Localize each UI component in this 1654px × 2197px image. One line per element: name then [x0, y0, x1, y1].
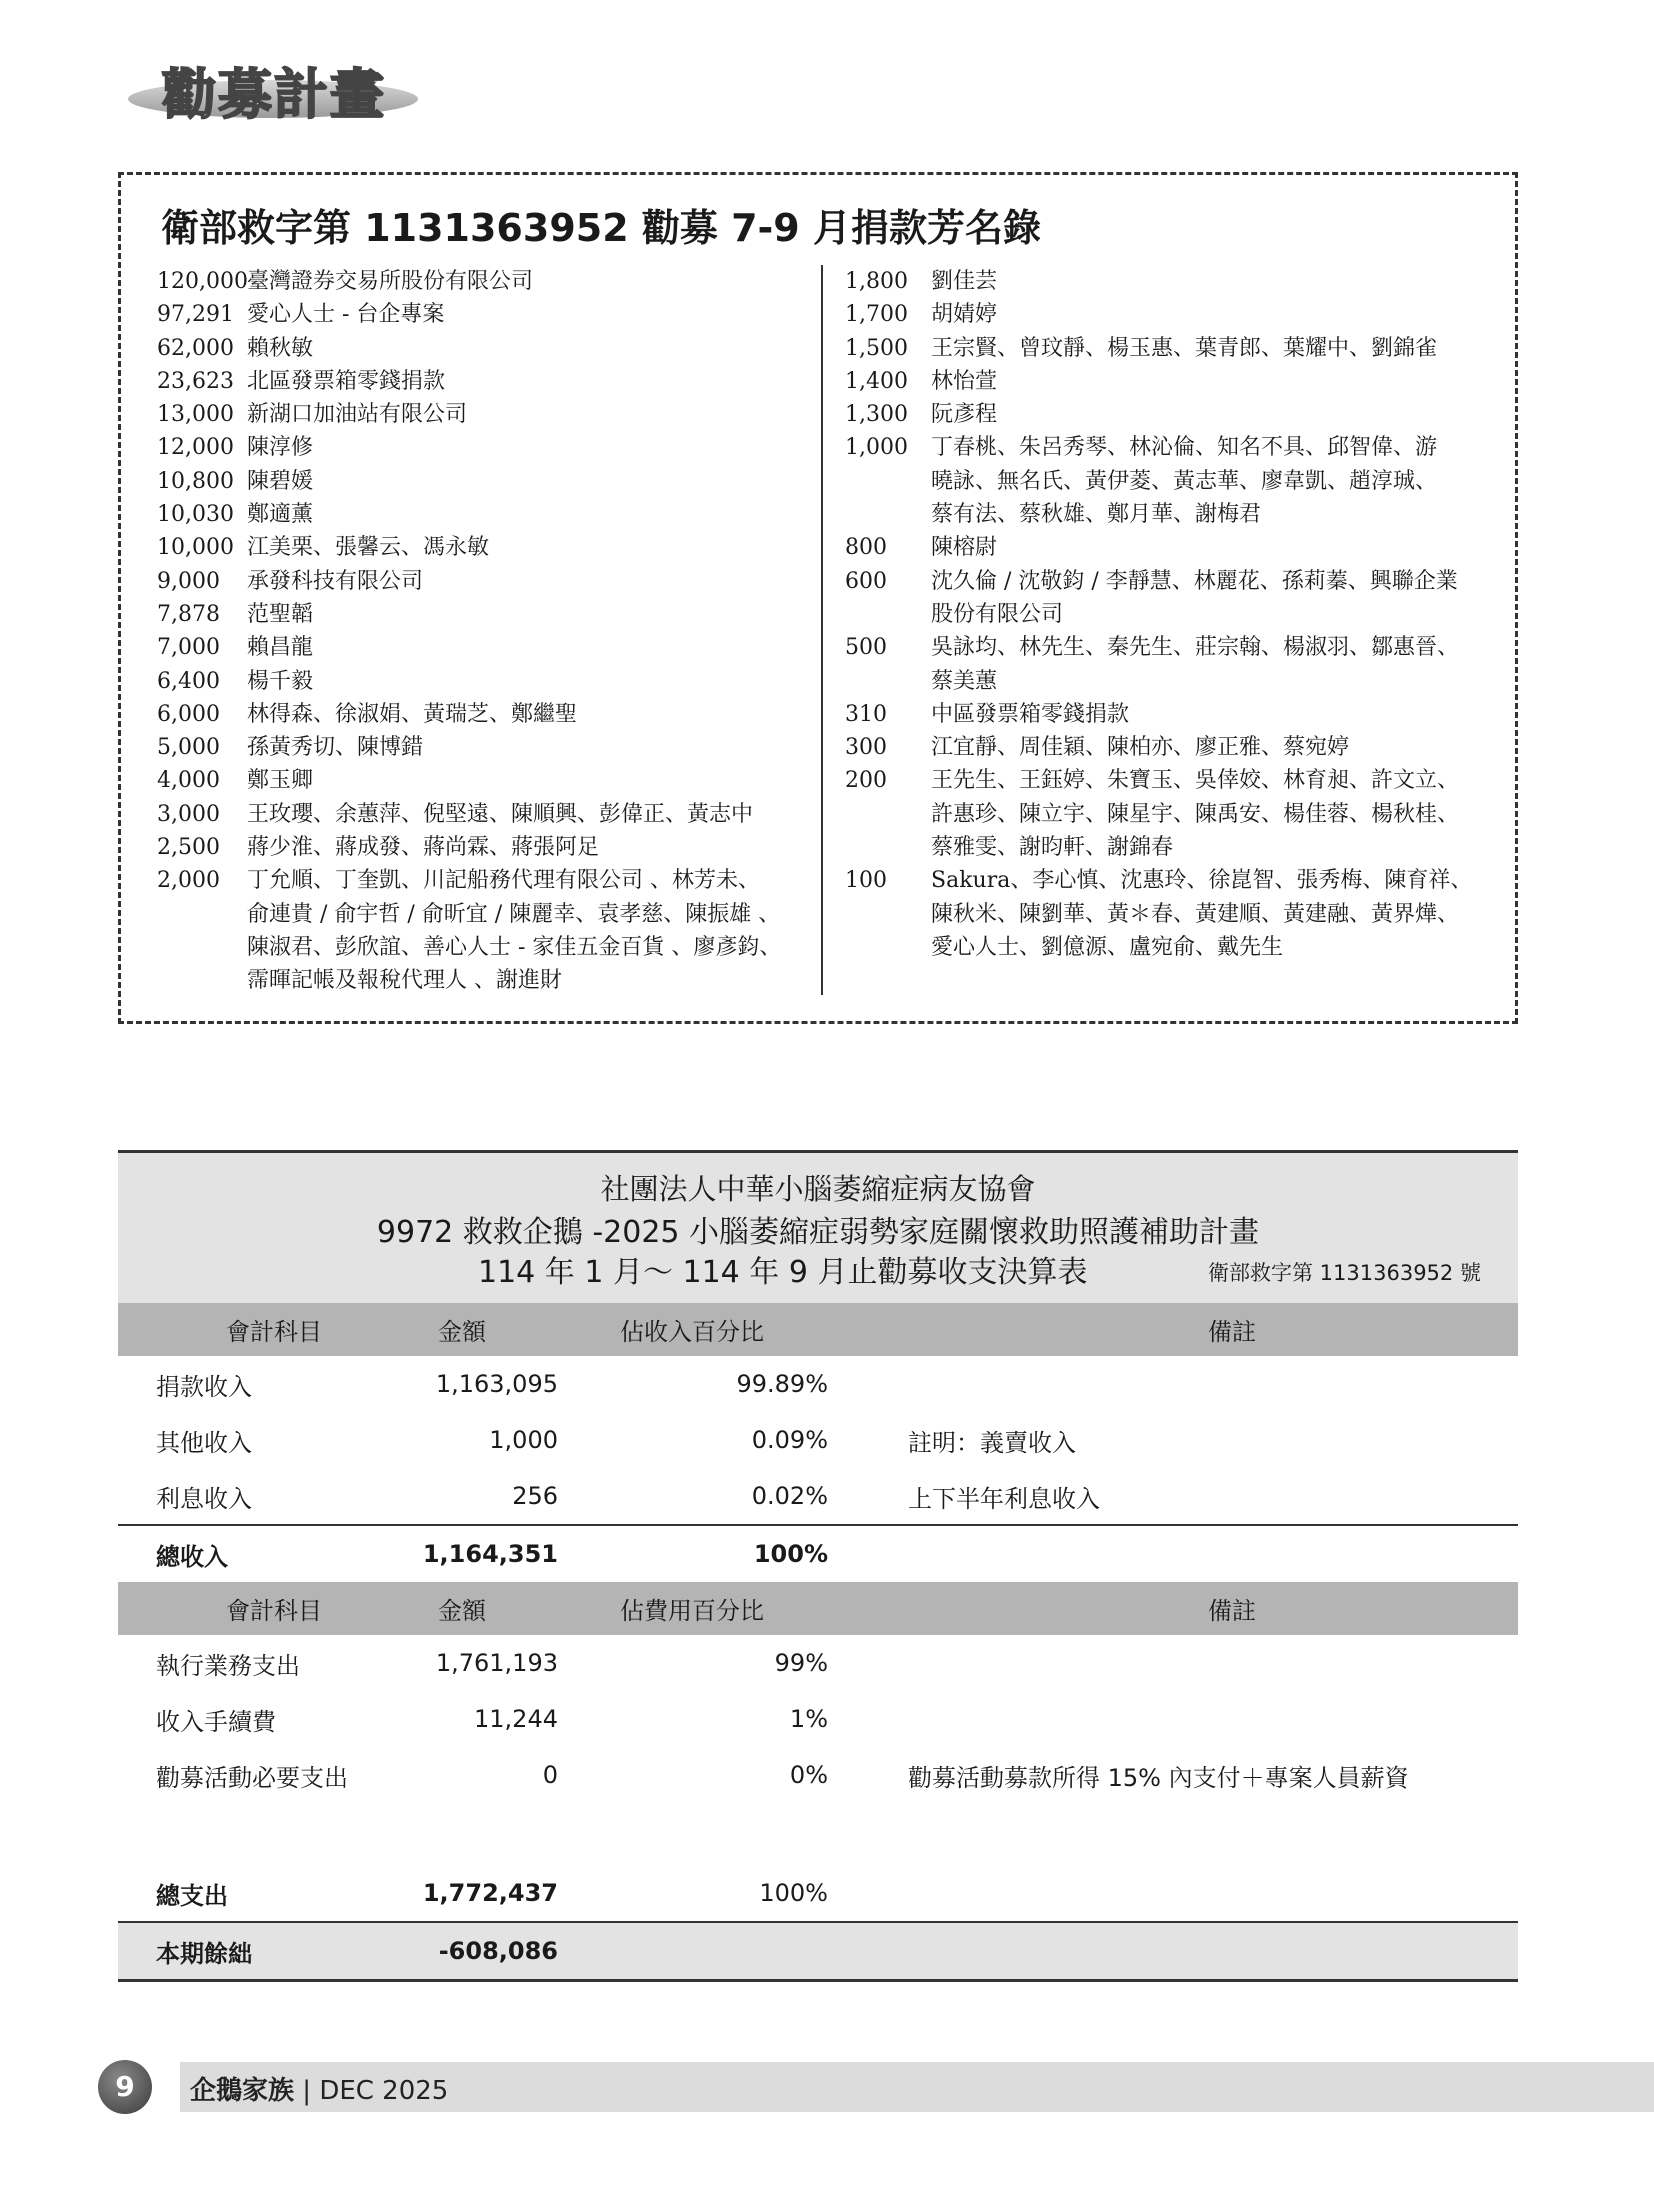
- donor-row: [157, 731, 797, 764]
- donor-names: 王先生、王鈺婷、朱寶玉、吳倖姣、林育昶、許文立、: [931, 768, 1460, 794]
- donor-row: [845, 431, 1505, 464]
- donor-names: 蔣少淮、蔣成發、蔣尚霖、蔣張阿足: [247, 835, 600, 861]
- donor-names: 蔡美蕙: [931, 668, 998, 694]
- donor-list-title: 衛部救字第 1131363952 勸募 7-9 月捐款芳名錄: [161, 206, 1041, 250]
- donor-names: 北區發票箱零錢捐款: [247, 368, 446, 394]
- donation-amount: 1,800: [845, 269, 908, 294]
- donor-row: [157, 398, 797, 431]
- donation-amount: 7,878: [157, 601, 220, 627]
- donation-amount: 100: [845, 868, 887, 894]
- row-amount: 1,761,193: [435, 1649, 558, 1677]
- donation-amount: 6,400: [157, 668, 220, 694]
- row-percent: 0%: [789, 1761, 828, 1789]
- donor-row: [845, 565, 1505, 598]
- donation-amount: [845, 798, 931, 831]
- donor-row: [845, 332, 1505, 365]
- donation-amount: 300: [845, 735, 887, 761]
- donation-amount: 23,623: [157, 368, 234, 394]
- statement-period: 114 年 1 月～ 114 年 9 月止勸募收支決算表: [478, 1255, 1088, 1290]
- donation-amount: 1,000: [845, 435, 908, 461]
- donor-row: [845, 931, 1505, 964]
- donation-amount: 1,300: [845, 402, 908, 428]
- row-amount: 11,244: [474, 1705, 558, 1733]
- donation-amount: [157, 898, 247, 931]
- finance-statement: [118, 1150, 1518, 1982]
- donor-names: 范聖韜: [247, 601, 314, 627]
- blank-row: [118, 1803, 1518, 1865]
- donor-names: 林怡萱: [931, 368, 998, 394]
- donor-names: 阮彥程: [931, 402, 998, 428]
- donation-amount: 62,000: [157, 335, 234, 361]
- donation-amount: 1,400: [845, 368, 908, 394]
- donation-amount: 1,500: [845, 335, 908, 361]
- finance-row: [118, 1412, 1518, 1468]
- donor-row: [845, 898, 1505, 931]
- donation-amount: 13,000: [157, 402, 234, 428]
- donor-names: 陳秋米、陳劉華、黃＊春、黃建順、黃建融、黃界燁、: [931, 901, 1460, 927]
- donation-amount: [157, 964, 247, 997]
- page-number: 9: [98, 2060, 152, 2114]
- finance-row: [118, 1468, 1518, 1524]
- organization-name: 社團法人中華小腦萎縮症病友協會: [600, 1172, 1036, 1206]
- header-amount: 金額: [438, 1318, 486, 1346]
- donor-names: 王宗賢、曾玟靜、楊玉惠、葉青郎、葉耀中、劉錦雀: [931, 335, 1438, 361]
- donation-amount: 10,800: [157, 468, 234, 494]
- donor-names: 劉佳芸: [931, 269, 998, 294]
- donor-column-left: [157, 265, 797, 998]
- donor-row: [157, 265, 797, 298]
- donor-names: 胡婧婷: [931, 302, 998, 328]
- row-item: 其他收入: [156, 1428, 252, 1457]
- column-divider: [821, 265, 823, 995]
- donor-row: [157, 964, 797, 997]
- donor-names: 陳淳修: [247, 435, 314, 461]
- permit-reference: 衛部救字第 1131363952 號: [1208, 1261, 1481, 1285]
- donor-row: [845, 531, 1505, 564]
- header-percent: 佔費用百分比: [620, 1597, 764, 1625]
- donor-names: 王玫瓔、余蕙萍、倪堅遠、陳順興、彭偉正、黃志中: [247, 801, 754, 827]
- donor-names: Sakura、李心慎、沈惠玲、徐崑智、張秀梅、陳育祥、: [931, 868, 1473, 894]
- header-amount: 金額: [438, 1597, 486, 1625]
- header-item: 會計科目: [226, 1597, 322, 1625]
- donation-amount: 500: [845, 635, 887, 661]
- donor-names: 江宜靜、周佳穎、陳柏亦、廖正雅、蔡宛婷: [931, 735, 1350, 761]
- donor-names: 吳詠均、林先生、秦先生、莊宗翰、楊淑羽、鄒惠晉、: [931, 635, 1460, 661]
- row-percent: 0.02%: [751, 1482, 828, 1510]
- donation-amount: 9,000: [157, 568, 220, 594]
- donor-names: 臺灣證券交易所股份有限公司: [247, 269, 534, 294]
- donor-names: 愛心人士 - 台企專案: [247, 302, 445, 328]
- donation-amount: 7,000: [157, 635, 220, 661]
- row-note: 勸募活動募款所得 15% 內支付＋專案人員薪資: [908, 1763, 1409, 1792]
- finance-row: [118, 1635, 1518, 1691]
- donor-column-right: [845, 265, 1505, 964]
- expense-header-row: [118, 1582, 1518, 1635]
- donor-row: [845, 365, 1505, 398]
- row-item: 勸募活動必要支出: [156, 1763, 348, 1792]
- donor-row: [157, 764, 797, 797]
- donation-amount: [845, 598, 931, 631]
- donor-names: 孫黃秀切、陳博錯: [247, 735, 424, 761]
- donor-row: [157, 598, 797, 631]
- header-note: 備註: [1208, 1597, 1256, 1625]
- row-percent: 0.09%: [751, 1426, 828, 1454]
- donation-amount: 800: [845, 535, 887, 561]
- donation-amount: 10,030: [157, 502, 234, 528]
- donation-amount: 5,000: [157, 735, 220, 761]
- donor-row: [157, 864, 797, 897]
- income-header-row: [118, 1303, 1518, 1356]
- donor-names: 賴秋敏: [247, 335, 314, 361]
- donor-row: [157, 298, 797, 331]
- donor-names: 承發科技有限公司: [247, 568, 424, 594]
- donation-amount: [157, 931, 247, 964]
- total-percent: 100%: [753, 1540, 828, 1568]
- expense-total-row: [118, 1865, 1518, 1921]
- donation-amount: [845, 831, 931, 864]
- total-label: 總收入: [156, 1542, 228, 1571]
- row-percent: 1%: [789, 1705, 828, 1733]
- header-item: 會計科目: [226, 1318, 322, 1346]
- net-amount: -608,086: [438, 1937, 558, 1965]
- footer-separator: |: [302, 2076, 320, 2106]
- donor-row: [845, 498, 1505, 531]
- donor-row: [845, 731, 1505, 764]
- row-note: 註明：義賣收入: [908, 1428, 1076, 1457]
- donor-row: [157, 698, 797, 731]
- donor-names: 股份有限公司: [931, 601, 1064, 627]
- donor-row: [157, 465, 797, 498]
- donor-names: 霈暉記帳及報稅代理人 、謝進財: [247, 968, 562, 994]
- donor-row: [157, 798, 797, 831]
- row-item: 收入手續費: [156, 1707, 276, 1736]
- donor-names: 鄭玉卿: [247, 768, 314, 794]
- donor-row: [845, 665, 1505, 698]
- plan-title: 9972 救救企鵝 -2025 小腦萎縮症弱勢家庭關懷救助照護補助計畫: [376, 1215, 1260, 1250]
- donor-row: [845, 465, 1505, 498]
- donor-row: [845, 798, 1505, 831]
- donor-list-box: [118, 172, 1518, 1024]
- donation-amount: 6,000: [157, 701, 220, 727]
- net-label: 本期餘絀: [156, 1939, 252, 1968]
- donation-amount: 310: [845, 701, 887, 727]
- donation-amount: [845, 665, 931, 698]
- donation-amount: 600: [845, 568, 887, 594]
- donor-row: [157, 898, 797, 931]
- donor-names: 陳淑君、彭欣誼、善心人士 - 家佳五金百貨 、廖彥鈞、: [247, 934, 782, 960]
- total-amount: 1,164,351: [422, 1540, 558, 1568]
- donation-amount: [845, 498, 931, 531]
- header-percent: 佔收入百分比: [620, 1318, 764, 1346]
- donor-row: [157, 565, 797, 598]
- row-amount: 1,163,095: [435, 1370, 558, 1398]
- donor-names: 楊千毅: [247, 668, 314, 694]
- donor-row: [157, 931, 797, 964]
- donor-row: [157, 498, 797, 531]
- donor-row: [157, 531, 797, 564]
- donor-names: 許惠珍、陳立宇、陳星宇、陳禹安、楊佳蓉、楊秋桂、: [931, 801, 1460, 827]
- donation-amount: 3,000: [157, 801, 220, 827]
- net-balance-row: [118, 1921, 1518, 1982]
- donor-names: 俞連貴 / 俞宇哲 / 俞昕宜 / 陳麗幸、袁孝慈、陳振雄 、: [247, 901, 781, 927]
- income-total-row: [118, 1524, 1518, 1582]
- donor-names: 賴昌龍: [247, 635, 314, 661]
- donation-amount: 10,000: [157, 535, 234, 561]
- donation-amount: 120,000: [157, 269, 248, 294]
- donation-amount: 2,500: [157, 835, 220, 861]
- income-rows: [118, 1356, 1518, 1524]
- row-amount: 1,000: [489, 1426, 558, 1454]
- donation-amount: 200: [845, 768, 887, 794]
- row-percent: 99.89%: [736, 1370, 828, 1398]
- section-header-tag: [128, 50, 418, 126]
- donor-row: [157, 332, 797, 365]
- row-amount: 256: [512, 1482, 558, 1510]
- expense-rows: [118, 1635, 1518, 1803]
- finance-header: [118, 1150, 1518, 1303]
- donor-names: 丁春桃、朱呂秀琴、林沁倫、知名不具、邱智偉、游: [931, 435, 1438, 461]
- donation-amount: 2,000: [157, 868, 220, 894]
- section-title: 勸募計畫: [162, 63, 386, 126]
- donation-amount: [845, 931, 931, 964]
- donor-names: 林得森、徐淑娟、黃瑞芝、鄭繼聖: [247, 701, 578, 727]
- donor-row: [845, 265, 1505, 298]
- donor-row: [845, 631, 1505, 664]
- donor-names: 沈久倫 / 沈敬鈞 / 李靜慧、林麗花、孫莉蓁、興聯企業: [931, 568, 1458, 594]
- donor-row: [845, 864, 1505, 897]
- donation-amount: 12,000: [157, 435, 234, 461]
- donor-names: 新湖口加油站有限公司: [247, 402, 468, 428]
- row-note: 上下半年利息收入: [908, 1484, 1100, 1513]
- donation-amount: [845, 898, 931, 931]
- header-note: 備註: [1208, 1318, 1256, 1346]
- donor-names: 曉詠、無名氏、黃伊菱、黃志華、廖韋凱、趙淳珹、: [931, 468, 1438, 494]
- row-amount: 0: [542, 1761, 558, 1789]
- donor-names: 中區發票箱零錢捐款: [931, 701, 1130, 727]
- total-label: 總支出: [156, 1881, 228, 1910]
- total-percent: 100%: [759, 1879, 828, 1907]
- finance-row: [118, 1747, 1518, 1803]
- row-item: 執行業務支出: [156, 1651, 300, 1680]
- donor-names: 愛心人士、劉億源、盧宛俞、戴先生: [931, 934, 1284, 960]
- donation-amount: 4,000: [157, 768, 220, 794]
- row-percent: 99%: [774, 1649, 828, 1677]
- donor-row: [157, 631, 797, 664]
- donor-names: 陳榕尉: [931, 535, 998, 561]
- footer-text: [190, 2070, 448, 2107]
- donor-row: [845, 298, 1505, 331]
- issue-date: DEC 2025: [319, 2076, 449, 2106]
- row-item: 捐款收入: [156, 1372, 252, 1401]
- finance-row: [118, 1356, 1518, 1412]
- donor-row: [845, 598, 1505, 631]
- donor-names: 蔡有法、蔡秋雄、鄭月華、謝梅君: [931, 502, 1262, 528]
- donor-row: [157, 831, 797, 864]
- magazine-name: 企鵝家族: [190, 2076, 295, 2106]
- donor-names: 鄭適薰: [247, 502, 314, 528]
- donation-amount: 97,291: [157, 302, 234, 328]
- row-item: 利息收入: [156, 1484, 252, 1513]
- donor-names: 丁允順、丁奎凱、川記船務代理有限公司 、林芳未、: [247, 868, 760, 894]
- total-amount: 1,772,437: [422, 1879, 558, 1907]
- donor-row: [845, 398, 1505, 431]
- donor-names: 江美栗、張馨云、馮永敏: [247, 535, 490, 561]
- donor-row: [845, 764, 1505, 797]
- donor-row: [845, 831, 1505, 864]
- donor-row: [845, 698, 1505, 731]
- donor-row: [157, 665, 797, 698]
- donation-amount: [845, 465, 931, 498]
- donor-names: 陳碧媛: [247, 468, 314, 494]
- donor-row: [157, 431, 797, 464]
- donor-row: [157, 365, 797, 398]
- donation-amount: 1,700: [845, 302, 908, 328]
- finance-row: [118, 1691, 1518, 1747]
- donor-names: 蔡雅雯、謝昀軒、謝錦春: [931, 835, 1174, 861]
